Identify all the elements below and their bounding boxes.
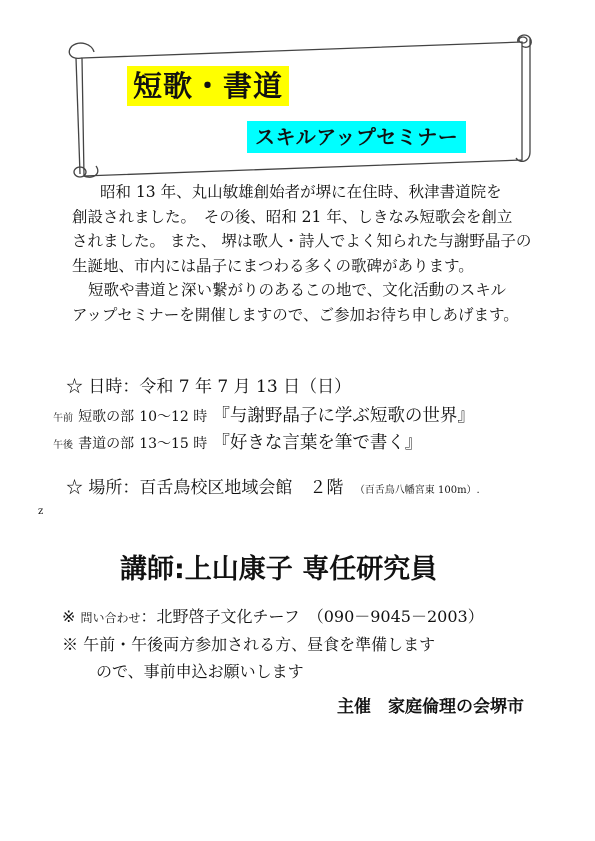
intro-line: 生誕地、市内には晶子にまつわる多くの歌碑があります。 (72, 256, 474, 275)
intro-line: 昭和 13 年、丸山敏雄創始者が堺に在住時、秋津書道院を (100, 183, 502, 201)
event-date (66, 372, 351, 397)
event-place-text: 場所：百舌鳥校区地域会館 ２階 (88, 478, 344, 498)
contact-text: ：北野啓子文化チーフ （090－9045－2003） (140, 607, 484, 626)
event-date-text: 日時：令和 7 年 7 月 13 日（日） (88, 377, 352, 397)
session-time: 13～15 時 (139, 436, 208, 452)
star-icon: ☆ (66, 377, 83, 397)
session-time: 10～12 時 (139, 409, 208, 425)
intro-line: 創設されました。 その後、昭和 21 年、しきなみ短歌会を創立 (72, 207, 513, 226)
stray-mark: z (38, 506, 44, 517)
session-label: 短歌の部 (78, 409, 135, 425)
lunch-note-line: 午前・午後両方参加される方、昼食を準備します (83, 635, 436, 654)
page-title: 短歌・書道 (127, 66, 289, 106)
session-title: 『好きな言葉を筆で書く』 (212, 433, 423, 453)
contact-info (62, 604, 484, 627)
event-place (66, 473, 480, 498)
session-period: 午後 (53, 440, 73, 451)
organizer: 主催 家庭倫理の会堺市 (337, 697, 524, 717)
lunch-note (62, 632, 435, 655)
event-place-note: （百舌鳥八幡宮東 100m）. (354, 485, 480, 496)
note-mark-icon: ※ (62, 607, 76, 626)
page-subtitle: スキルアップセミナー (247, 121, 466, 153)
intro-line: アップセミナーを開催しますので、ご参加お待ち申しあげます。 (72, 305, 519, 324)
lecturer: 講師:上山康子 専任研究員 (120, 554, 438, 585)
session-title: 『与謝野晶子に学ぶ短歌の世界』 (212, 406, 475, 426)
intro-line: されました。 また、 堺は歌人・詩人でよく知られた与謝野晶子の (72, 232, 532, 251)
session-afternoon (53, 429, 422, 454)
intro-paragraph (58, 180, 558, 328)
session-label: 書道の部 (78, 436, 135, 452)
lunch-note-line: ので、事前申込お願いします (96, 662, 304, 681)
scroll-banner-icon (0, 0, 595, 180)
intro-line: 短歌や書道と深い繋がりのあるこの地で、文化活動のスキル (88, 281, 507, 300)
session-morning (53, 402, 475, 427)
contact-label: 問い合わせ (80, 611, 141, 625)
star-icon: ☆ (66, 478, 83, 498)
session-period: 午前 (53, 413, 73, 424)
note-mark-icon: ※ (62, 635, 79, 654)
